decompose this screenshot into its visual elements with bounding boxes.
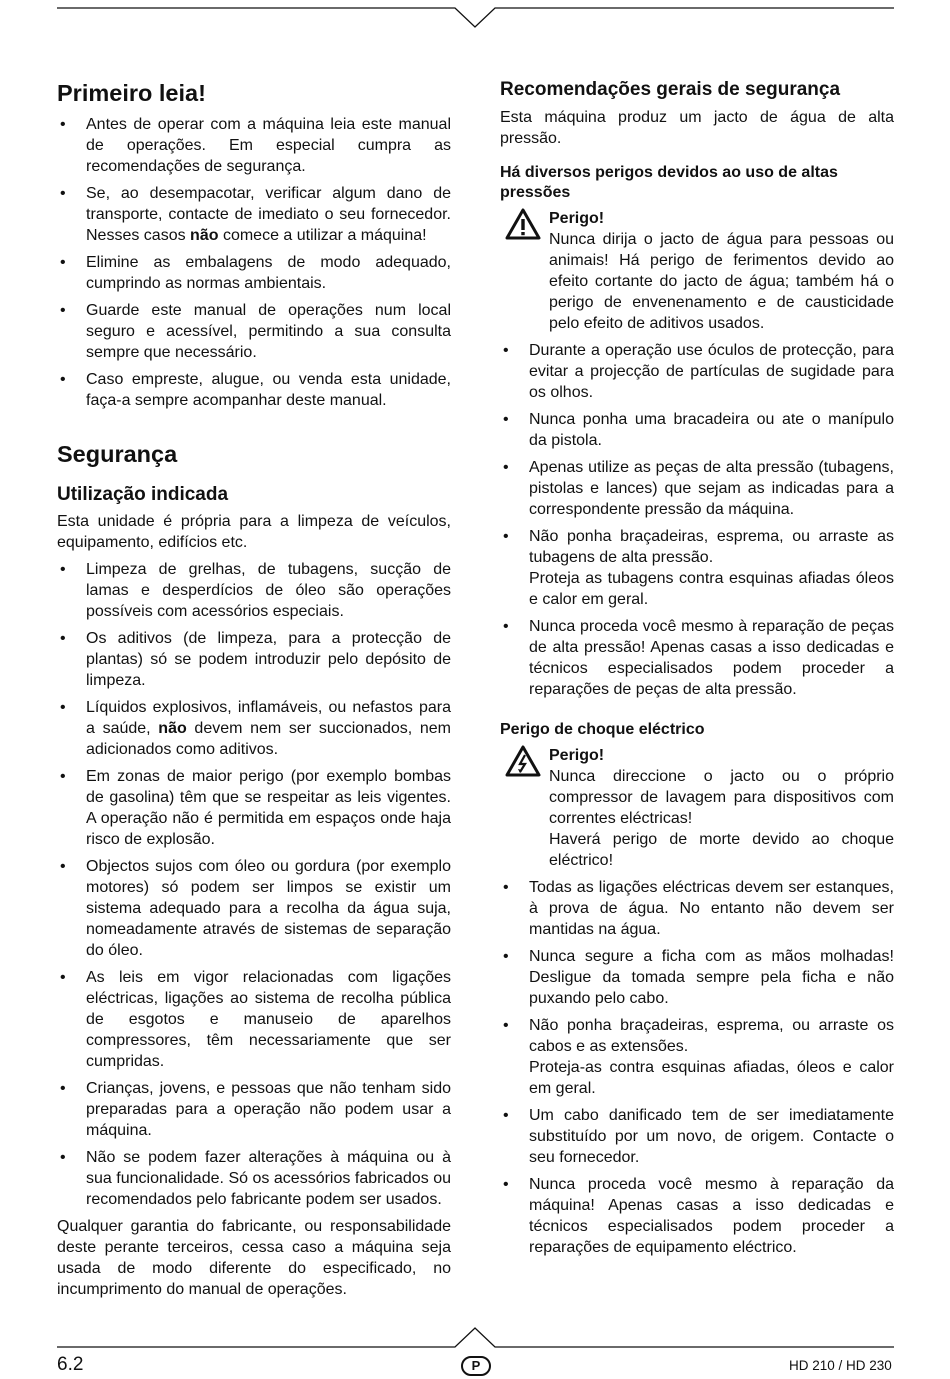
list-item-text: Durante a operação use óculos de protecção, para evitar a projecção de partículas de sugidade para os olhos. — [529, 342, 894, 401]
list-item — [500, 1174, 894, 1258]
list-item-text: Não ponha braçadeiras, esprema, ou arraste as tubagens de alta pressão. — [529, 528, 894, 566]
right-column — [500, 78, 894, 1264]
bullet-icon: • — [60, 1080, 66, 1097]
list-item-emphasis: não — [190, 227, 219, 244]
list-item — [500, 1015, 894, 1099]
list-item-text: Nunca proceda você mesmo à reparação de peças de alta pressão! Apenas casas a isso dedicadas e técnicos especialisados podem proceder a reparações de peças de alta pressão. — [529, 618, 894, 698]
list-item-text: Nunca proceda você mesmo à reparação da máquina! Apenas casas a isso dedicadas e técnicos especialisados podem proceder a reparações de equipamento eléctrico. — [529, 1176, 894, 1256]
warning-title: Perigo! — [549, 210, 605, 227]
list-item — [500, 409, 894, 451]
list-item-text: Limpeza de grelhas, de tubagens, sucção de lamas e desperdícios de óleo são operações possíveis com acessórios especiais. — [86, 561, 451, 620]
heading-primeiro-leia: Primeiro leia! — [57, 80, 206, 106]
bullet-icon: • — [60, 858, 66, 875]
bullet-icon: • — [60, 371, 66, 388]
heading-utilizacao-indicada: Utilização indicada — [57, 484, 229, 505]
bullet-icon: • — [60, 254, 66, 271]
bullet-icon: • — [60, 185, 66, 202]
list-item — [500, 946, 894, 1009]
heading-perigos-pressao: Há diversos perigos devidos ao uso de altas pressões — [500, 164, 838, 201]
bullet-icon: • — [60, 1149, 66, 1166]
model-label: HD 210 / HD 230 — [789, 1358, 892, 1373]
list-item — [500, 1105, 894, 1168]
list-item — [57, 559, 451, 622]
warning-title: Perigo! — [549, 747, 605, 764]
bullet-icon: • — [60, 969, 66, 986]
list-item — [57, 183, 451, 246]
list-item-text: Caso empreste, alugue, ou venda esta unidade, faça-a sempre acompanhar deste manual. — [86, 371, 451, 409]
warning-text: Nunca dirija o jacto de água para pessoas ou animais! Há perigo de ferimentos devido ao efeito cortante do jacto de água; também há o perigo de envenenamento e de causticidade pelo efeito de aditivos usados. — [549, 231, 894, 332]
heading-choque-electrico: Perigo de choque eléctrico — [500, 721, 705, 738]
bullet-icon: • — [503, 342, 509, 359]
bullet-icon: • — [503, 879, 509, 896]
list-item-note: Proteja-as contra esquinas afiadas, óleos e calor em geral. — [529, 1059, 894, 1097]
list-item-text: Os aditivos (de limpeza, para a protecção de plantas) só se podem introduzir pelo depósito de limpeza. — [86, 630, 451, 689]
list-item-text: Se, ao desempacotar, verificar algum dano de transporte, contacte de imediato o seu fornecedor. Nesses casos — [86, 185, 451, 244]
list-item — [57, 252, 451, 294]
utilizacao-intro: Esta unidade é própria para a limpeza de veículos, equipamento, edifícios etc. — [57, 513, 451, 551]
bullet-icon: • — [503, 948, 509, 965]
bullet-icon: • — [60, 699, 66, 716]
bullet-icon: • — [503, 1017, 509, 1034]
primeiro-leia-list — [57, 114, 451, 411]
list-item — [57, 766, 451, 850]
list-item-text: As leis em vigor relacionadas com ligações eléctricas, ligações ao sistema de recolha pública de esgotos e manuseio de aparelhos compressores, têm necessariamente que ser cumpridas. — [86, 969, 451, 1070]
bullet-icon: • — [503, 528, 509, 545]
list-item-text: Objectos sujos com óleo ou gordura (por exemplo motores) só podem ser limpos se existir um sistema adequado para a recolha da água suja, nomeadamente através de sistemas de separação do óleo. — [86, 858, 451, 959]
list-item-text: Crianças, jovens, e pessoas que não tenham sido preparadas para a operação não podem usar a máquina. — [86, 1080, 451, 1139]
list-item-text: Líquidos explosivos, inflamáveis, ou nefastos para a saúde, — [86, 699, 451, 737]
warning-text: Nunca direccione o jacto ou o próprio compressor de lavagem para dispositivos com correntes eléctricas! — [549, 768, 894, 827]
bullet-icon: • — [503, 411, 509, 428]
list-item-text: Guarde este manual de operações num local seguro e acessível, permitindo a sua consulta sempre que necessário. — [86, 302, 451, 361]
bullet-icon: • — [60, 561, 66, 578]
list-item-text: Um cabo danificado tem de ser imediatamente substituído por um novo, de origem. Contacte o seu fornecedor. — [529, 1107, 894, 1166]
warning-block-electric — [500, 745, 894, 871]
list-item-text: devem nem ser succionados, nem adicionados como aditivos. — [86, 720, 452, 758]
bullet-icon: • — [503, 1107, 509, 1124]
list-item — [57, 1078, 451, 1141]
list-item-text: Em zonas de maior perigo (por exemplo bombas de gasolina) têm que se respeitar as leis vigentes. A operação não é permitida em espaços onde haja risco de explosão. — [86, 768, 451, 848]
list-item-text: Não ponha braçadeiras, esprema, ou arraste os cabos e as extensões. — [529, 1017, 894, 1055]
list-item — [57, 697, 451, 760]
utilizacao-list — [57, 559, 451, 1210]
list-item — [57, 114, 451, 177]
list-item — [57, 628, 451, 691]
list-item — [57, 1147, 451, 1210]
bullet-icon: • — [503, 1176, 509, 1193]
list-item-text: Elimine as embalagens de modo adequado, cumprindo as normas ambientais. — [86, 254, 451, 292]
bullet-icon: • — [60, 116, 66, 133]
list-item — [57, 369, 451, 411]
list-item-text: Antes de operar com a máquina leia este manual de operações. Em especial cumpra as recomendações de segurança. — [86, 116, 451, 175]
left-column — [57, 78, 451, 1300]
list-item — [500, 457, 894, 520]
page-number: 6.2 — [57, 1354, 84, 1375]
list-item-text: Nunca ponha uma bracadeira ou ate o manípulo da pistola. — [529, 411, 894, 449]
electric-shock-warning-icon — [505, 745, 541, 777]
list-item — [57, 300, 451, 363]
list-item-text: Não se podem fazer alterações à máquina ou à sua funcionalidade. Só os acessórios fabricados ou recomendados pelo fabricante podem ser usados. — [86, 1149, 451, 1208]
bullet-icon: • — [60, 302, 66, 319]
list-item-text: comece a utilizar a máquina! — [218, 227, 427, 244]
list-item — [500, 526, 894, 610]
warning-text-2: Haverá perigo de morte devido ao choque eléctrico! — [549, 831, 894, 869]
list-item — [57, 967, 451, 1072]
heading-recomendacoes: Recomendações gerais de segurança — [500, 79, 841, 100]
list-item — [500, 616, 894, 700]
recomendacoes-intro: Esta máquina produz um jacto de água de alta pressão. — [500, 109, 894, 147]
list-item-note: Proteja as tubagens contra esquinas afiadas óleos e calor em geral. — [529, 570, 894, 608]
bullet-icon: • — [503, 459, 509, 476]
electric-list — [500, 877, 894, 1258]
warning-block-pressure — [500, 208, 894, 334]
heading-seguranca: Segurança — [57, 441, 178, 467]
footer-rule — [0, 1318, 950, 1358]
list-item-emphasis: não — [158, 720, 187, 737]
list-item — [57, 856, 451, 961]
language-badge: P — [461, 1356, 491, 1376]
warning-triangle-icon — [505, 208, 541, 240]
pressure-list — [500, 340, 894, 700]
list-item-text: Apenas utilize as peças de alta pressão (tubagens, pistolas e lances) que sejam as indicadas para a correspondente pressão da máquina. — [529, 459, 894, 518]
bullet-icon: • — [60, 768, 66, 785]
list-item — [500, 877, 894, 940]
bullet-icon: • — [503, 618, 509, 635]
list-item — [500, 340, 894, 403]
bullet-icon: • — [60, 630, 66, 647]
list-item-text: Nunca segure a ficha com as mãos molhadas! Desligue da tomada sempre pela ficha e não puxando pelo cabo. — [529, 948, 894, 1007]
warranty-paragraph: Qualquer garantia do fabricante, ou responsabilidade deste perante terceiros, cessa caso a máquina seja usada de modo diferente do especificado, no incumprimento do manual de operações. — [57, 1218, 451, 1298]
list-item-text: Todas as ligações eléctricas devem ser estanques, à prova de água. No entanto não devem ser mantidas na água. — [529, 879, 894, 938]
header-rule — [0, 0, 950, 40]
